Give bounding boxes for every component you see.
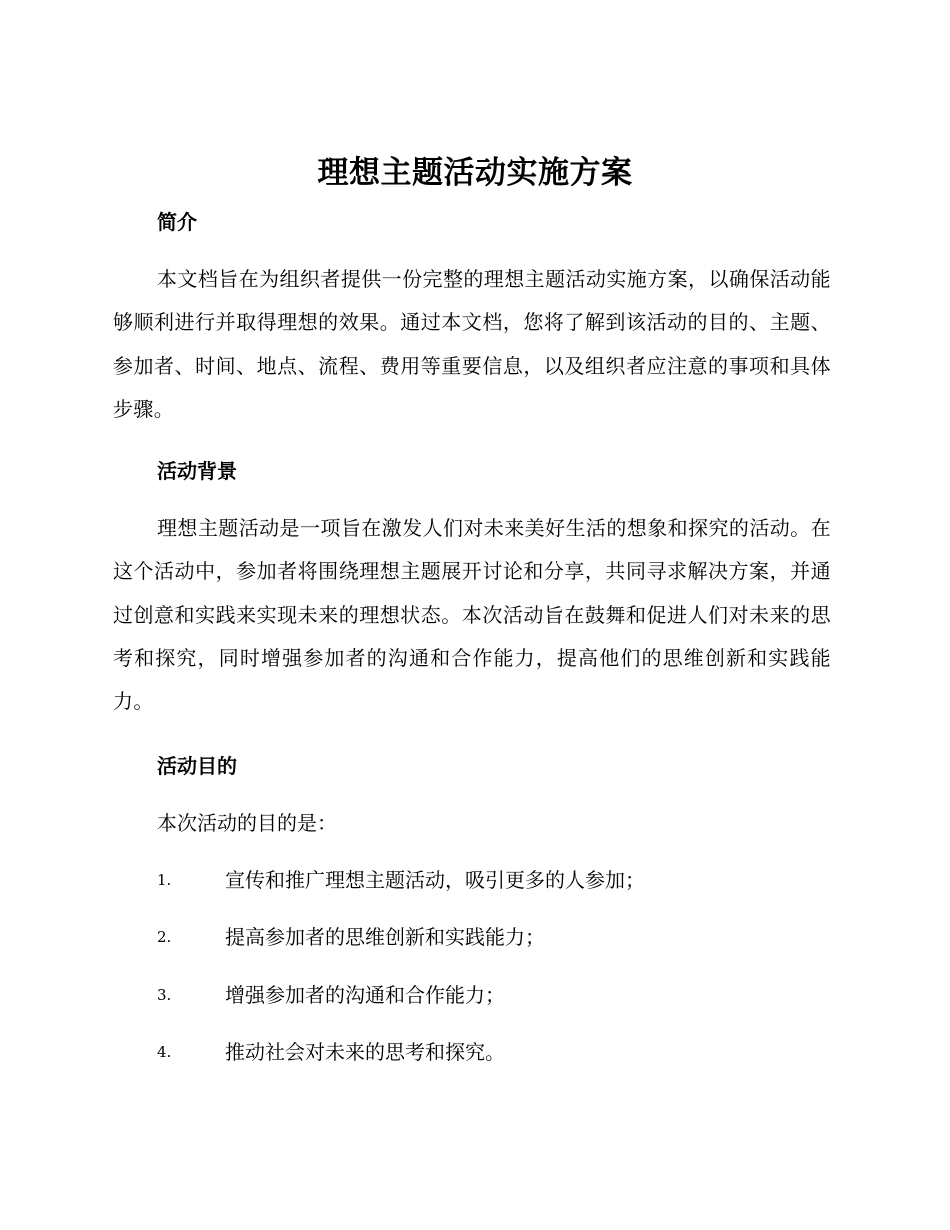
intro-paragraph: 本文档旨在为组织者提供一份完整的理想主题活动实施方案，以确保活动能够顺利进行并取得理想的效果。通过本文档，您将了解到该活动的目的、主题、参加者、时间、地点、流程、费用等重要信息，以及组织者应注意的事项和具体步骤。 <box>113 267 831 421</box>
section-heading-background: 活动背景 <box>157 459 237 483</box>
document-title: 理想主题活动实施方案 <box>317 155 633 191</box>
purpose-lead: 本次活动的目的是： <box>157 811 337 835</box>
list-number: 2. <box>157 928 172 946</box>
list-number: 3. <box>157 986 172 1004</box>
background-paragraph: 理想主题活动是一项旨在激发人们对未来美好生活的想象和探究的活动。在这个活动中，参加者将围绕理想主题展开讨论和分享，共同寻求解决方案，并通过创意和实践来实现未来的理想状态。本次活动旨在鼓舞和促进人们对未来的思考和探究，同时增强参加者的沟通和合作能力，提高他们的思维创新和实践能力。 <box>113 516 831 714</box>
list-item <box>157 922 837 952</box>
list-number: 4. <box>157 1043 172 1061</box>
list-text: 增强参加者的沟通和合作能力； <box>225 983 505 1007</box>
section-heading-intro: 简介 <box>157 210 197 234</box>
list-text: 推动社会对未来的思考和探究。 <box>225 1040 505 1064</box>
list-text: 提高参加者的思维创新和实践能力； <box>225 925 545 949</box>
list-text: 宣传和推广理想主题活动，吸引更多的人参加； <box>225 868 645 892</box>
list-item <box>157 1037 837 1067</box>
list-item <box>157 980 837 1010</box>
section-heading-purpose: 活动目的 <box>157 754 237 778</box>
list-number: 1. <box>157 871 172 889</box>
list-item <box>157 865 837 895</box>
